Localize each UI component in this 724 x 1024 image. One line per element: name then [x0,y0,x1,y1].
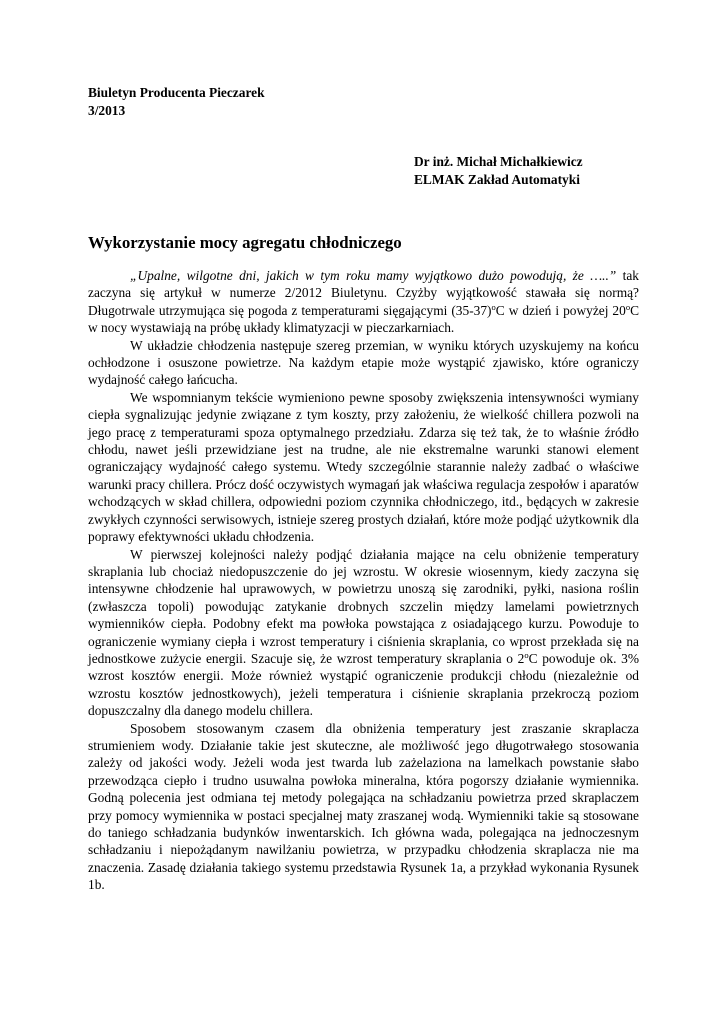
bulletin-title: Biuletyn Producenta Pieczarek [88,85,265,100]
p4-text-a: W pierwszej kolejności należy podjąć działania mające na celu obniżenie temperatury skraplania lub chociaż niedopuszczenie do jej wzrostu. W okresie wiosennym, kiedy zaczyna się intensywne chłodzenie hal uprawowych, w powietrzu unoszą się zarodniki, pyłki, nasiona roślin (zwłaszcza topoli) powodując zatykanie drobnych szczelin między lamelami powietrznych wymienników ciepła. Podobny efekt ma powłoka powstająca z osiadającego kurzu. Powoduje to ograniczenie wymiany ciepła i wzrost temperatury i ciśnienia skraplania, co wprost przekłada się na jednostkowe zużycie energii. Szacuje się, że wzrost temperatury skraplania o 2 [88,546,639,666]
paragraph-4 [88,546,639,720]
author-affiliation: ELMAK Zakład Automatyki [414,172,580,187]
opening-quote: „Upalne, wilgotne dni, jakich w tym roku mamy wyjątkowo dużo powodują, że …..” [130,268,617,283]
p1-text-b: C w dzień i powyżej 20 [495,302,626,318]
p1-text-a: tak zaczyna się artykuł w numerze 2/2012 Biuletynu. Czyżby wyjątkowość stawała się normą? Długotrwale utrzymująca się pogoda z temperaturami sięgającymi (35-37) [88,268,639,318]
degree-sign: o [625,301,631,312]
paragraph-3: We wspomnianym tekście wymieniono pewne sposoby zwiększenia intensywności wymiany ciepła sygnalizując jedynie związane z tym koszty, przy założeniu, że wielkość chillera pozwoli na jego pracę z temperaturami spoza optymalnego przedziału. Zdarza się też tak, że to właśnie źródło chłodu, nawet jeśli przewidziane jest na trudne, ale nie ekstremalne warunki stanowi element ograniczający wydajność całego systemu. Wtedy szczególnie starannie należy zadbać o właściwe warunki pracy chillera. Prócz dość oczywistych wymagań jak właściwa regulacja zespołów i aparatów wchodzących w skład chillera, odpowiedni poziom czynnika chłodniczego, itd., będących w zakresie zwykłych czynności serwisowych, istnieje szereg prostych działań, które może podjąć użytkownik dla poprawy efektywności układu chłodzenia. [88,389,639,545]
bulletin-issue: 3/2013 [88,102,126,118]
p4-text-b: C powoduje ok. 3% wzrost kosztów energii. Może również wystąpić ograniczenie produkcji chłodu (niezależnie od wzrostu kosztów jednostkowych), jeżeli temperatura i ciśnienie skraplania przekroczą poziom dopuszczalny dla danego modelu chillera. [88,650,640,719]
author-block [414,153,583,189]
paragraph-1 [88,267,639,337]
bulletin-header [88,84,265,119]
paragraph-2: W układzie chłodzenia następuje szereg przemian, w wyniku których uzyskujemy na końcu ochłodzone i osuszone powietrze. Na każdym etapie może wystąpić zjawisko, które ograniczy wydajność całego łańcucha. [88,337,639,388]
article-title: Wykorzystanie mocy agregatu chłodniczego [88,233,402,252]
paragraph-5: Sposobem stosowanym czasem dla obniżenia temperatury jest zraszanie skraplacza strumieniem wody. Działanie takie jest skuteczne, ale możliwość jego długotrwałego stosowania zależy od jakości wody. Jeżeli woda jest twarda lub zażelaziona na lamelkach powstanie słabo przewodząca ciepło i trudno usuwalna powłoka mineralna, która pogorszy działanie wymiennika. Godną polecenia jest odmiana tej metody polegająca na schładzaniu powietrza przed skraplaczem przy pomocy wymiennika w postaci specjalnej maty zraszanej wodą. Wymienniki takie są stosowane do taniego schładzania budynków inwentarskich. Ich główna wada, polegająca na jednoczesnym schładzaniu i niepożądanym nawilżaniu powietrza, w przypadku chłodzenia skraplacza nie ma znaczenia. Zasadę działania takiego systemu przedstawia Rysunek 1a, a przykład wykonania Rysunek 1b. [88,720,639,893]
p1-text-c: C w nocy wystawiają na próbę układy klimatyzacji w pieczarkarniach. [88,302,640,336]
author-name: Dr inż. Michał Michałkiewicz [414,154,583,169]
degree-sign: o [524,649,529,660]
article-body [88,267,639,894]
degree-sign: o [491,301,496,312]
